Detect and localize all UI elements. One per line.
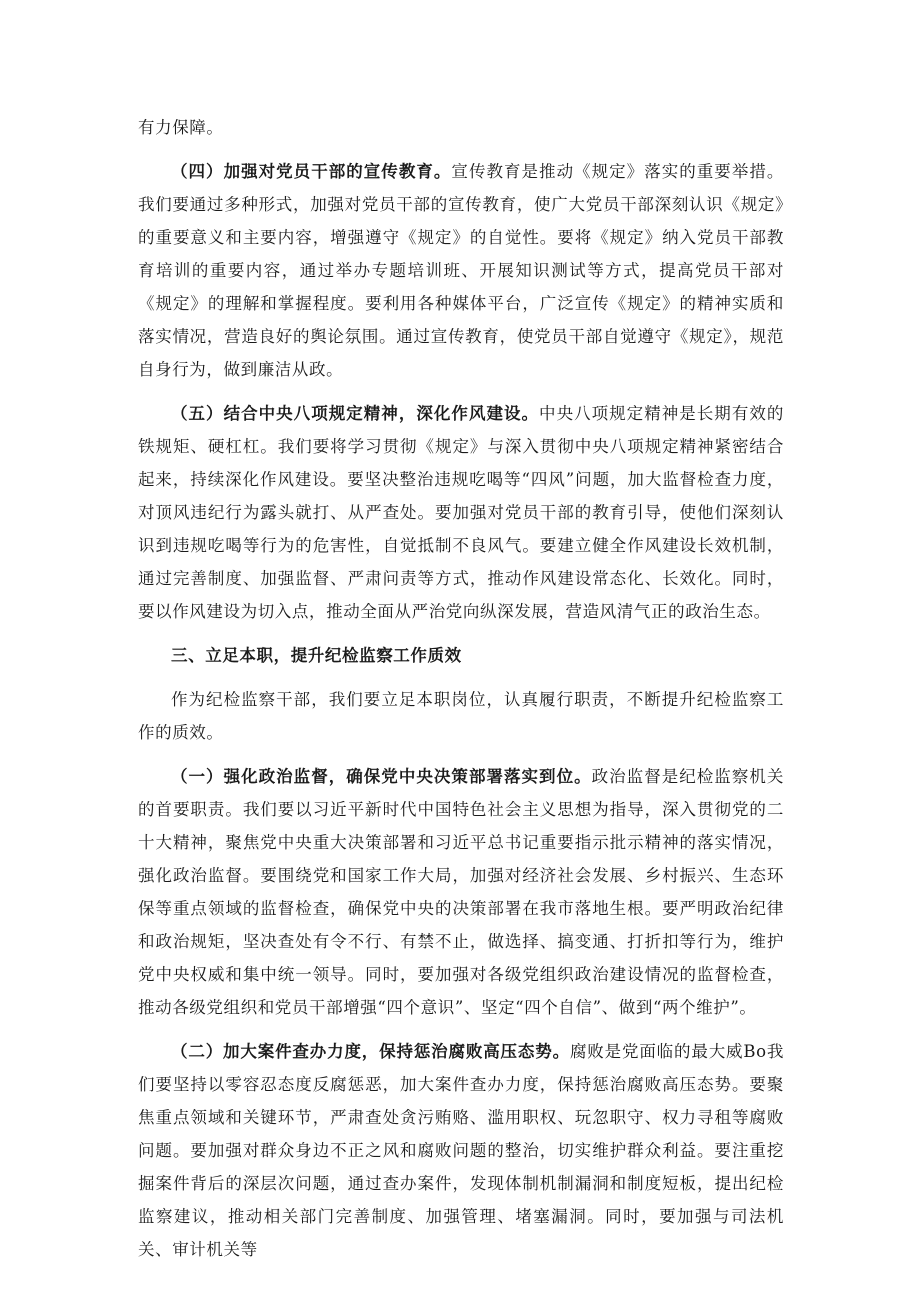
paragraph-lead: （五）结合中央八项规定精神，深化作风建设。 <box>171 404 540 423</box>
paragraph-body: 宣传教育是推动《规定》落实的重要举措。我们要通过多种形式，加强对党员干部的宣传教育，使广大党员干部深刻认识《规定》的重要意义和主要内容，增强遵守《规定》的自觉性。要将《规定》纳入党员干部教育培训的重要内容，通过举办专题培训班、开展知识测试等方式，提高党员干部对《规定》的理解和掌握程度。要利用各种媒体平台，广泛宣传《规定》的精神实质和落实情况，营造良好的舆论氛围。通过宣传教育，使党员干部自觉遵守《规定》，规范自身行为，做到廉洁从政。 <box>138 162 784 379</box>
paragraph-lead: （二）加大案件查办力度，保持惩治腐败高压态势。 <box>171 1042 570 1061</box>
paragraph-section-5 <box>138 397 784 628</box>
paragraph-subsection-2 <box>138 1035 784 1266</box>
paragraph-body: 作为纪检监察干部，我们要立足本职岗位，认真履行职责，不断提升纪检监察工作的质效。 <box>138 690 784 742</box>
paragraph-intro <box>138 683 784 749</box>
paragraph-subsection-1 <box>138 760 784 1024</box>
document-page <box>138 111 784 1277</box>
paragraph-continuation <box>138 111 784 144</box>
paragraph-lead: （四）加强对党员干部的宣传教育。 <box>171 162 452 181</box>
paragraph-body: 腐败是党面临的最大威Bo我们要坚持以零容忍态度反腐惩恶，加大案件查办力度，保持惩治腐败高压态势。要聚焦重点领域和关键环节，严肃查处贪污贿赂、滥用职权、玩忽职守、权力寻租等腐败问题。要加强对群众身边不正之风和腐败问题的整治，切实维护群众利益。要注重挖掘案件背后的深层次问题，通过查办案件，发现体制机制漏洞和制度短板，提出纪检监察建议，推动相关部门完善制度、加强管理、堵塞漏洞。同时，要加强与司法机关、审计机关等 <box>138 1042 784 1259</box>
paragraph-body: 有力保障。 <box>138 118 224 137</box>
paragraph-lead: （一）强化政治监督，确保党中央决策部署落实到位。 <box>171 767 592 786</box>
section-heading: 三、立足本职，提升纪检监察工作质效 <box>171 646 462 665</box>
paragraph-body: 中央八项规定精神是长期有效的铁规矩、硬杠杠。我们要将学习贯彻《规定》与深入贯彻中央八项规定精神紧密结合起来，持续深化作风建设。要坚决整治违规吃喝等“四风”问题，加大监督检查力度，对顶风违纪行为露头就打、从严查处。要加强对党员干部的教育引导，使他们深刻认识到违规吃喝等行为的危害性，自觉抵制不良风气。要建立健全作风建设长效机制，通过完善制度、加强监督、严肃问责等方式，推动作风建设常态化、长效化。同时，要以作风建设为切入点，推动全面从严治党向纵深发展，营造风清气正的政治生态。 <box>138 404 784 621</box>
paragraph-section-4 <box>138 155 784 386</box>
paragraph-body: 政治监督是纪检监察机关的首要职责。我们要以习近平新时代中国特色社会主义思想为指导，深入贯彻党的二十大精神，聚焦党中央重大决策部署和习近平总书记重要指示批示精神的落实情况，强化政治监督。要围绕党和国家工作大局，加强对经济社会发展、乡村振兴、生态环保等重点领域的监督检查，确保党中央的决策部署在我市落地生根。要严明政治纪律和政治规矩，坚决查处有令不行、有禁不止，做选择、搞变通、打折扣等行为，维护党中央权威和集中统一领导。同时，要加强对各级党组织政治建设情况的监督检查，推动各级党组织和党员干部增强“四个意识”、坚定“四个自信”、做到“两个维护”。 <box>138 767 784 1017</box>
